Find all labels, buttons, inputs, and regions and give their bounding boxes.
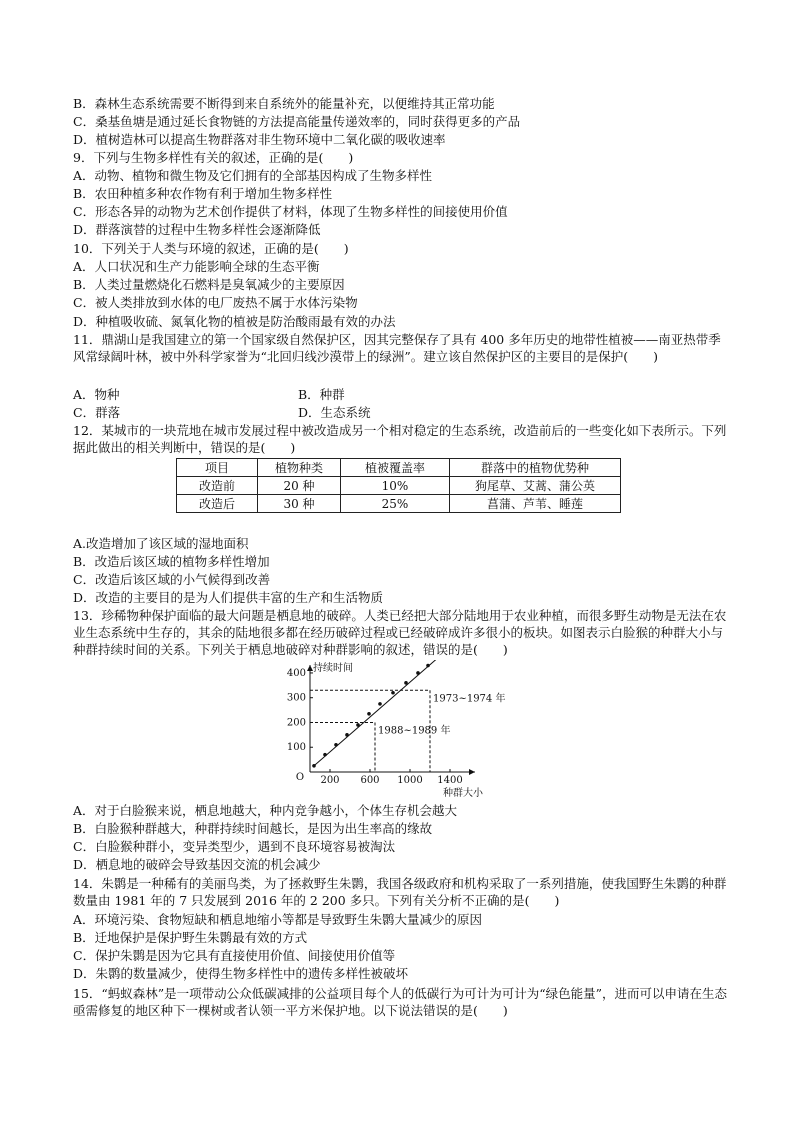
- table-cell: 10%: [341, 477, 450, 495]
- table-header: 植物种类: [258, 459, 341, 477]
- data-point: [367, 712, 371, 716]
- q11-option-c: C．群落: [73, 405, 121, 420]
- data-point: [323, 753, 327, 757]
- q14-option-a: A．环境污染、食物短缺和栖息地缩小等都是导致野生朱鹮大量减少的原因: [73, 912, 483, 927]
- table-cell: 改造前: [177, 477, 258, 495]
- data-point: [416, 671, 420, 675]
- trend-line: [314, 660, 439, 766]
- x-tick-label: 1000: [397, 775, 423, 786]
- q14-option-d: D．朱鹮的数量减少，使得生物多样性中的遗传多样性被破坏: [73, 966, 409, 981]
- table-row: [177, 495, 621, 513]
- q9-option-c: C．形态各异的动物为艺术创作提供了材料，体现了生物多样性的间接使用价值: [73, 204, 508, 219]
- data-point: [312, 764, 316, 768]
- y-tick-label: 200: [286, 717, 306, 729]
- y-axis-label: 持续时间: [313, 663, 353, 674]
- q12-option-a: A.改造增加了该区域的湿地面积: [73, 536, 249, 551]
- q10-option-b: B．人类过量燃烧化石燃料是臭氧减少的主要原因: [73, 277, 345, 292]
- table-header: 植被覆盖率: [341, 459, 450, 477]
- table-cell: 25%: [341, 495, 450, 513]
- q9-stem: 9．下列与生物多样性有关的叙述，正确的是( ): [73, 150, 354, 165]
- data-point: [345, 733, 349, 737]
- q9-option-b: B．农田种植多种农作物有利于增加生物多样性: [73, 186, 333, 201]
- q12-option-c: C．改造后该区域的小气候得到改善: [73, 572, 271, 587]
- q12-option-b: B．改造后该区域的植物多样性增加: [73, 554, 270, 569]
- data-point: [334, 743, 338, 747]
- x-axis-label: 种群大小: [443, 788, 483, 799]
- q10-stem: 10．下列关于人类与环境的叙述，正确的是( ): [73, 241, 349, 256]
- data-point: [426, 664, 430, 668]
- q8-option-d: D．植树造林可以提高生物群落对非生物环境中二氧化碳的吸收速率: [73, 132, 446, 147]
- data-point: [404, 681, 408, 685]
- y-tick-label: 400: [286, 667, 306, 679]
- data-point: [356, 723, 360, 727]
- x-tick-label: 1400: [437, 775, 463, 786]
- q14-option-c: C．保护朱鹮是因为它具有直接使用价值、间接使用价值等: [73, 948, 396, 963]
- q14-option-b: B．迁地保护是保护野生朱鹮最有效的方式: [73, 930, 308, 945]
- q8-option-c: C．桑基鱼塘是通过延长食物链的方法提高能量传递效率的，同时获得更多的产品: [73, 114, 521, 129]
- q13-option-c: C．白脸猴种群小，变异类型少，遇到不良环境容易被淘汰: [73, 839, 396, 854]
- data-point: [378, 702, 382, 706]
- table-cell: 改造后: [177, 495, 258, 513]
- q13-option-a: A．对于白脸猴来说，栖息地越大，种内竞争越小，个体生存机会越大: [73, 803, 458, 818]
- q9-option-d: D．群落演替的过程中生物多样性会逐渐降低: [73, 222, 321, 237]
- table-header: 群落中的植物优势种: [450, 459, 621, 477]
- q14-stem: 14．朱鹮是一种稀有的美丽鸟类，为了拯救野生朱鹮，我国各级政府和机构采取了一系列措施，使我国野生朱鹮的种群数量由 1981 年的 7 只发展到 2016 年的 2 200 多只。下列有关分析不正确的是( ): [73, 876, 727, 908]
- q8-option-b: B．森林生态系统需要不断得到来自系统外的能量补充，以便维持其正常功能: [73, 96, 495, 111]
- q9-option-a: A．动物、植物和微生物及它们拥有的全部基因构成了生物多样性: [73, 168, 433, 183]
- q11-stem: 11．鼎湖山是我国建立的第一个国家级自然保护区，因其完整保存了具有 400 多年历史的地带性植被——南亚热带季风常绿阔叶林，被中外科学家誉为“北回归线沙漠带上的绿洲”。建立该自然保护区的主要目的是保护( ): [73, 332, 721, 364]
- q13-option-d: D．栖息地的破碎会导致基因交流的机会减少: [73, 857, 321, 872]
- table-header-row: [177, 459, 621, 477]
- table-cell: 狗尾草、艾蒿、蒲公英: [450, 477, 621, 495]
- table-header: 项目: [177, 459, 258, 477]
- q12-stem: 12．某城市的一块荒地在城市发展过程中被改造成另一个相对稳定的生态系统，改造前后的一些变化如下表所示。下列据此做出的相关判断中，错误的是( ): [73, 423, 727, 455]
- origin-label: O: [295, 772, 305, 783]
- annotation-label: 1988~1989 年: [378, 725, 451, 737]
- x-axis-arrow: [469, 769, 475, 775]
- q15-stem: 15．“蚂蚁森林”是一项带动公众低碳减排的公益项目每个人的低碳行为可计为可计为“绿色能量”，进而可以申请在生态亟需修复的地区种下一棵树或者认领一平方米保护地。以下说法错误的是( ): [73, 986, 727, 1018]
- q10-option-d: D．种植吸收硫、氮氧化物的植被是防治酸雨最有效的办法: [73, 314, 396, 329]
- x-tick-label: 600: [360, 775, 380, 786]
- q11-option-a: A．物种: [73, 387, 120, 402]
- q12-option-d: D．改造的主要目的是为人们提供丰富的生产和生活物质: [73, 590, 384, 605]
- q13-chart: [280, 660, 510, 800]
- q12-table: [176, 458, 621, 513]
- q13-stem: 13．珍稀物种保护面临的最大问题是栖息地的破碎。人类已经把大部分陆地用于农业种植，而很多野生动物是无法在农业生态系统中生存的，其余的陆地很多都在经历破碎过程或已经破碎成许多很小的板块。如图表示白脸猴的种群大小与种群持续时间的关系。下列关于栖息地破碎对种群影响的叙述，错误的是( ): [73, 608, 727, 657]
- annotation-label: 1973~1974 年: [433, 693, 506, 705]
- data-point: [391, 691, 395, 695]
- x-tick-label: 200: [320, 775, 340, 786]
- table-cell: 30 种: [258, 495, 341, 513]
- table-cell: 20 种: [258, 477, 341, 495]
- y-tick-label: 300: [286, 692, 306, 704]
- q11-option-d: D．生态系统: [298, 405, 371, 420]
- q13-option-b: B．白脸猴种群越大，种群持续时间越长，是因为出生率高的缘故: [73, 821, 433, 836]
- q11-option-b: B．种群: [298, 387, 345, 402]
- y-tick-label: 100: [286, 742, 306, 754]
- table-row: [177, 477, 621, 495]
- q10-option-a: A．人口状况和生产力能影响全球的生态平衡: [73, 259, 320, 274]
- q10-option-c: C．被人类排放到水体的电厂废热不属于水体污染物: [73, 295, 358, 310]
- table-cell: 菖蒲、芦苇、睡莲: [450, 495, 621, 513]
